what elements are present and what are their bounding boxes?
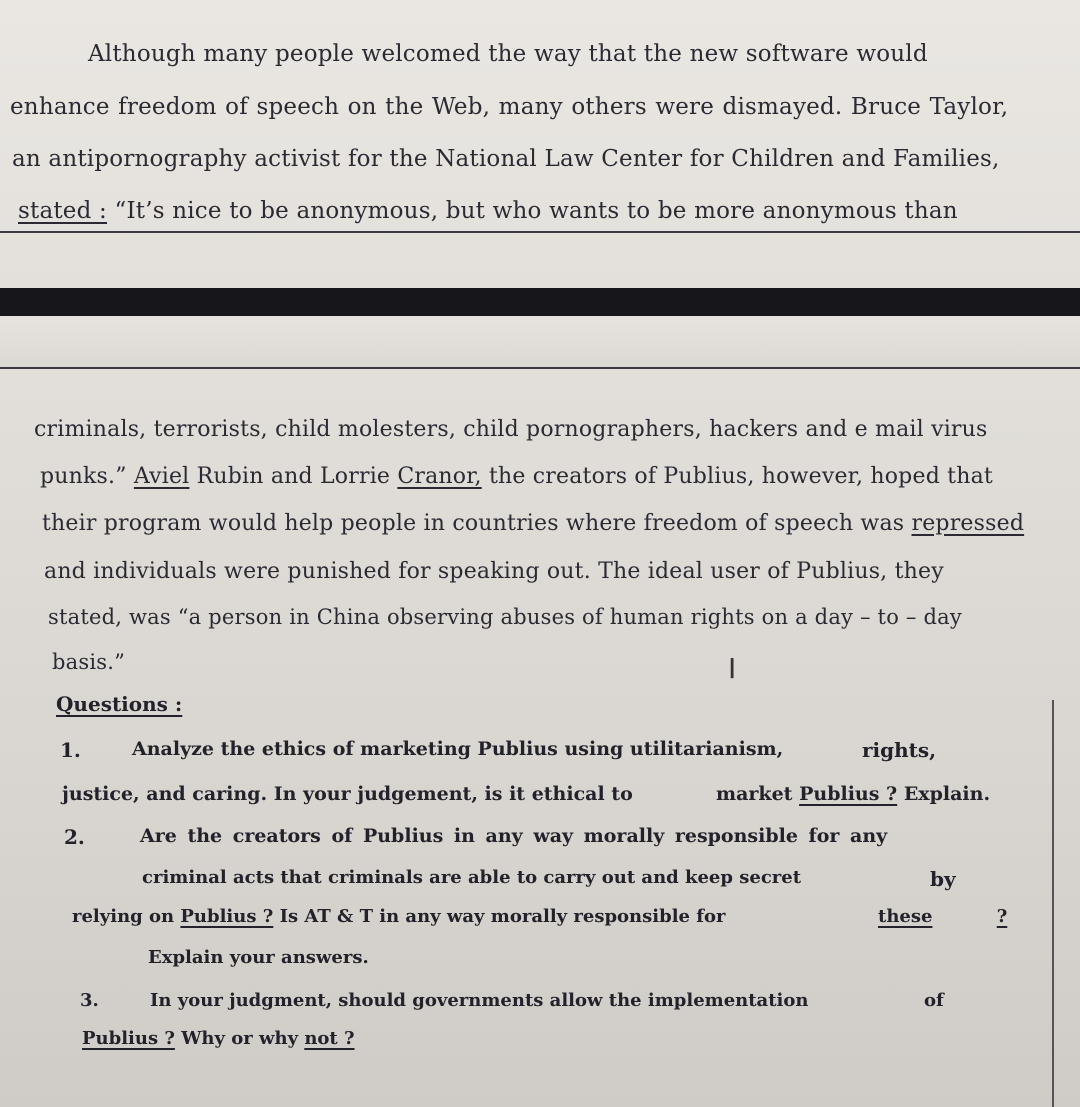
q1-explain: Explain. bbox=[903, 783, 991, 805]
upper-line-2 bbox=[10, 94, 1076, 120]
q2-number: 2. bbox=[64, 825, 85, 849]
lower-line-3 bbox=[42, 511, 1024, 536]
q3-not-underlined: not ? bbox=[304, 1028, 355, 1049]
q3-why-or-why: Why or why bbox=[181, 1028, 299, 1049]
q2-publius-underlined: Publius ? bbox=[180, 906, 274, 927]
q1-number: 1. bbox=[60, 738, 81, 762]
upper-line-1-text: Although many people welcomed the way that the new software would bbox=[88, 41, 928, 67]
q1-market: market bbox=[716, 783, 793, 805]
gap-strip bbox=[0, 316, 1080, 368]
lower-line-2-part-b: Rubin and Lorrie bbox=[196, 464, 391, 489]
q2-these-underlined: these bbox=[878, 906, 933, 927]
q3-line-1-end: of bbox=[924, 990, 944, 1011]
lower-line-5-text: stated, was “a person in China observing abuses of human rights on a day – to – day bbox=[48, 605, 962, 629]
page-edge-line bbox=[1052, 700, 1054, 1107]
upper-line-2-text: enhance freedom of speech on the Web, many others were dismayed. Bruce Taylor, bbox=[10, 94, 1009, 120]
upper-line-4 bbox=[18, 198, 1068, 224]
q2-att-text: Is AT & T in any way morally responsible for bbox=[279, 906, 726, 927]
repressed-underlined: repressed bbox=[911, 511, 1025, 536]
q2-question-mark: ? bbox=[996, 906, 1008, 927]
q2-these-group bbox=[878, 906, 1007, 927]
lower-line-5 bbox=[48, 605, 962, 629]
q1-publius-underlined: Publius ? bbox=[799, 783, 898, 805]
lower-line-2 bbox=[40, 464, 993, 489]
q2-line-4: Explain your answers. bbox=[148, 947, 369, 968]
q3-number: 3. bbox=[80, 990, 99, 1011]
top-rule bbox=[0, 231, 1080, 233]
q3-line-2 bbox=[82, 1028, 355, 1049]
upper-line-1 bbox=[88, 41, 1078, 67]
upper-line-4-text: “It’s nice to be anonymous, but who wants to be more anonymous than bbox=[114, 198, 958, 224]
q2-line-1: Are the creators of Publius in any way morally responsible for any bbox=[140, 825, 888, 847]
lower-line-4-text: and individuals were punished for speaking out. The ideal user of Publius, they bbox=[44, 559, 944, 584]
lower-line-6 bbox=[52, 650, 125, 674]
q2-line-2-end: by bbox=[930, 867, 956, 891]
q2-line-2: criminal acts that criminals are able to carry out and keep secret bbox=[142, 867, 802, 888]
lower-line-1-text: criminals, terrorists, child molesters, child pornographers, hackers and e mail virus bbox=[34, 417, 988, 442]
lower-line-2-part-a: punks.” bbox=[40, 464, 127, 489]
lower-line-4 bbox=[44, 559, 944, 584]
q1-line-1: Analyze the ethics of marketing Publius using utilitarianism, bbox=[132, 738, 784, 760]
upper-line-3 bbox=[12, 146, 1074, 172]
lower-line-2-part-c: the creators of Publius, however, hoped that bbox=[488, 464, 993, 489]
q3-line-1: In your judgment, should governments allow the implementation bbox=[150, 990, 809, 1011]
stated-underlined: stated : bbox=[18, 198, 107, 224]
q1-line-2-part-a: justice, and caring. In your judgement, is it ethical to bbox=[62, 783, 633, 805]
q2-relying-on: relying on bbox=[72, 906, 175, 927]
questions-heading: Questions : bbox=[56, 692, 183, 716]
upper-line-3-text: an antipornography activist for the National Law Center for Children and Families, bbox=[12, 146, 1000, 172]
dark-band bbox=[0, 288, 1080, 316]
name-cranor: Cranor, bbox=[397, 464, 482, 489]
lower-line-1 bbox=[34, 417, 988, 442]
q3-publius-underlined: Publius ? bbox=[82, 1028, 175, 1049]
q1-line-2 bbox=[716, 783, 990, 805]
q1-line-1-end: rights, bbox=[862, 738, 937, 762]
q2-line-3 bbox=[72, 906, 725, 927]
text-cursor-icon: I bbox=[728, 652, 737, 685]
lower-line-3-text: their program would help people in countries where freedom of speech was bbox=[42, 511, 905, 536]
name-aviel: Aviel bbox=[133, 464, 190, 489]
lower-line-6-text: basis.” bbox=[52, 650, 126, 674]
